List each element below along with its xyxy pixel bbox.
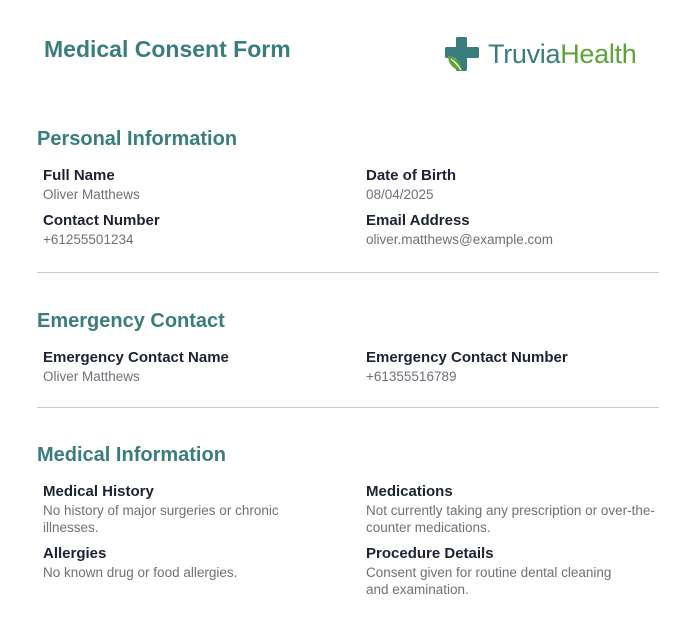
personal-information-section xyxy=(37,128,659,248)
section-divider xyxy=(37,272,659,273)
field-label: Allergies xyxy=(43,545,107,562)
emergency-contact-name-field xyxy=(43,349,366,385)
field-label: Procedure Details xyxy=(366,545,494,562)
section-divider xyxy=(37,407,659,408)
brand-logo xyxy=(442,34,636,74)
medications-field xyxy=(366,483,665,536)
field-value: +61355516789 xyxy=(366,369,457,384)
field-value: Oliver Matthews xyxy=(43,187,140,202)
brand-name-part2: Health xyxy=(560,38,637,69)
full-name-field xyxy=(43,167,366,203)
cross-leaf-icon xyxy=(442,34,482,74)
procedure-details-field xyxy=(366,545,665,598)
field-label: Date of Birth xyxy=(366,167,456,184)
field-value: Oliver Matthews xyxy=(43,369,140,384)
field-value: No known drug or food allergies. xyxy=(43,565,238,580)
field-label: Full Name xyxy=(43,167,115,184)
field-label: Medications xyxy=(366,483,453,500)
field-value: Consent given for routine dental cleaning and examination. xyxy=(366,565,612,597)
field-label: Emergency Contact Number xyxy=(366,349,568,366)
field-value: Not currently taking any prescription or over-the-counter medications. xyxy=(366,503,655,535)
email-address-field xyxy=(366,212,665,248)
brand-name-part1: Truvia xyxy=(488,38,561,69)
form-header xyxy=(0,0,700,100)
section-heading: Emergency Contact xyxy=(37,310,225,332)
field-value: No history of major surgeries or chronic illnesses. xyxy=(43,503,279,535)
date-of-birth-field xyxy=(366,167,665,203)
medical-information-section xyxy=(37,444,659,598)
field-value: 08/04/2025 xyxy=(366,187,434,202)
emergency-contact-section xyxy=(37,310,659,385)
field-label: Emergency Contact Name xyxy=(43,349,229,366)
medical-history-field xyxy=(43,483,366,536)
field-value: +61255501234 xyxy=(43,232,134,247)
field-label: Medical History xyxy=(43,483,154,500)
allergies-field xyxy=(43,545,366,598)
contact-number-field xyxy=(43,212,366,248)
brand-name xyxy=(488,39,636,70)
emergency-contact-number-field xyxy=(366,349,665,385)
section-heading: Personal Information xyxy=(37,128,238,150)
field-value: oliver.matthews@example.com xyxy=(366,232,554,247)
page-title: Medical Consent Form xyxy=(44,36,291,62)
section-heading: Medical Information xyxy=(37,444,226,466)
field-label: Contact Number xyxy=(43,212,160,229)
field-label: Email Address xyxy=(366,212,470,229)
